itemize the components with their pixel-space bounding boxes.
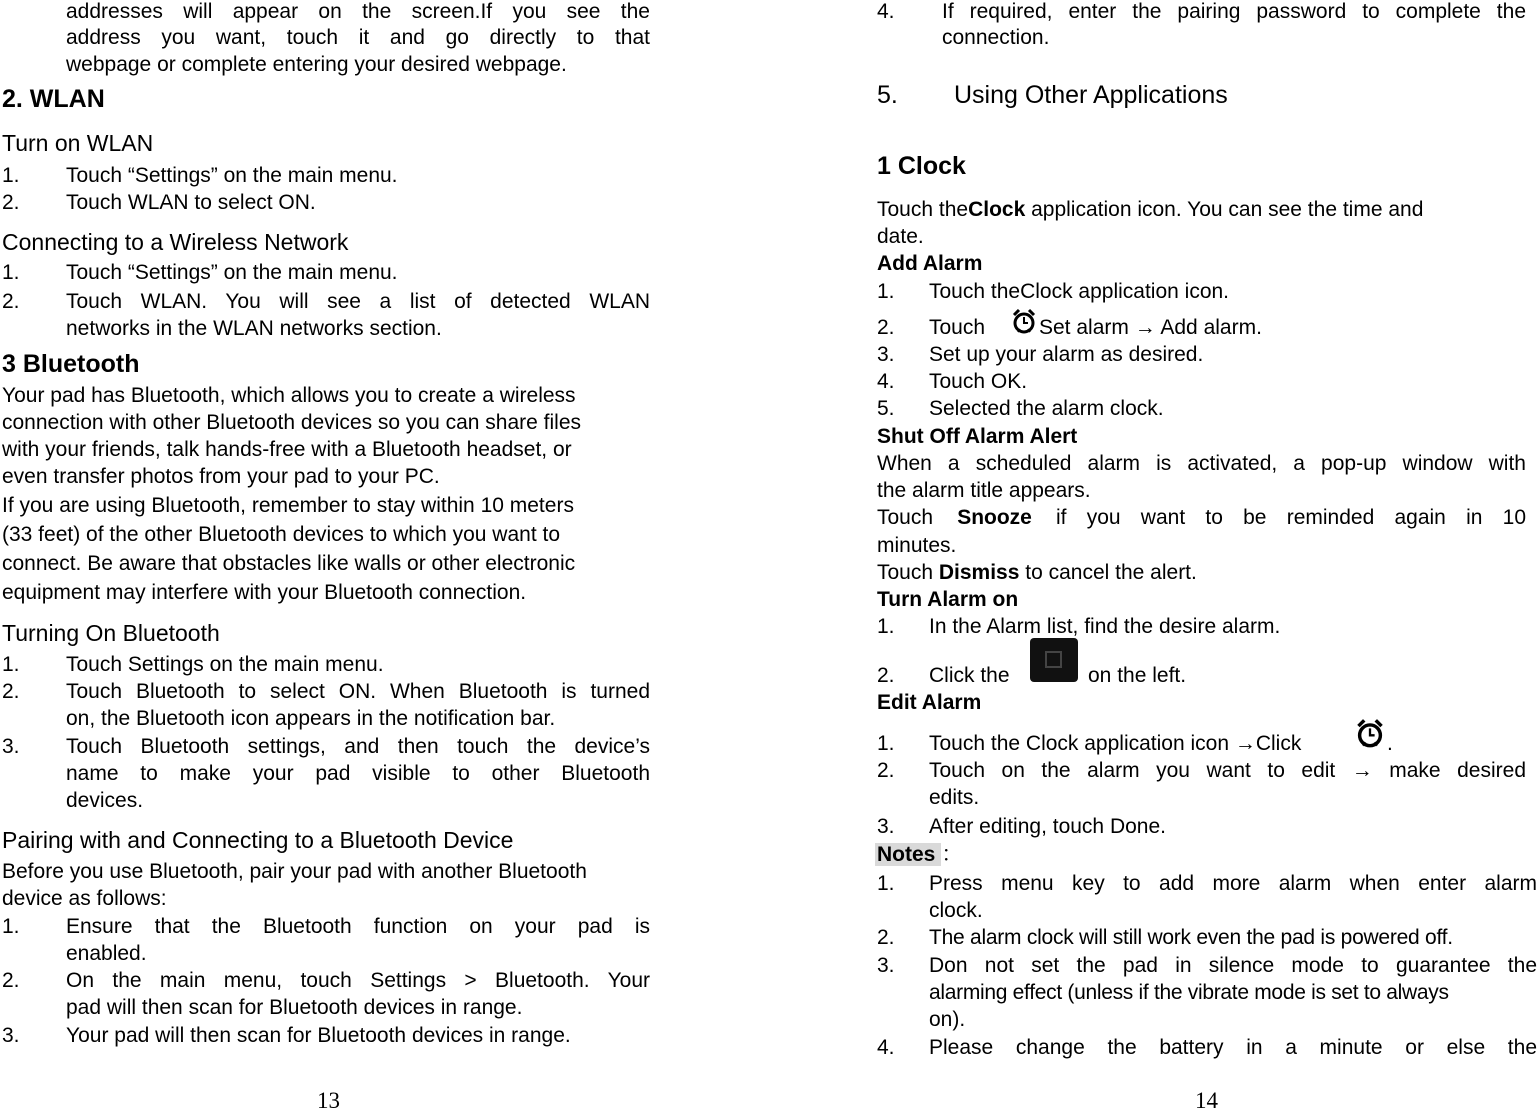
add-alarm-step-3: Set up your alarm as desired.	[929, 343, 1204, 366]
bluetooth-para1-line-1: Your pad has Bluetooth, which allows you to create a wireless	[2, 384, 576, 407]
shut-off-line-1: When a scheduled alarm is activated, a pop-up window with	[877, 452, 1526, 475]
snooze-bold: Snooze	[957, 506, 1032, 529]
turn-alarm-step-num-1: 1.	[877, 615, 895, 638]
shut-off-line-2: the alarm title appears.	[877, 479, 1091, 502]
add-alarm-step-num-3: 3.	[877, 343, 895, 366]
intro-line-3: webpage or complete entering your desired webpage.	[66, 53, 567, 76]
note-num-2: 2.	[877, 926, 895, 949]
turn-on-step-1: Touch “Settings” on the main menu.	[66, 164, 398, 187]
connecting-step-2-line-2: networks in the WLAN networks section.	[66, 317, 442, 340]
pairing-step-num-4: 4.	[877, 0, 895, 23]
bluetooth-para1-line-2: connection with other Bluetooth devices so you can share files	[2, 411, 582, 434]
pairing-step-num-3: 3.	[2, 1024, 20, 1047]
connecting-heading: Connecting to a Wireless Network	[2, 229, 349, 255]
add-alarm-step-num-1: 1.	[877, 280, 895, 303]
edit-step-1-pre: Touch the Clock application icon →Click	[929, 732, 1302, 755]
note-3-line-3: on).	[929, 1008, 966, 1031]
bluetooth-para1-line-3: with your friends, talk hands-free with a Bluetooth headset, or	[2, 438, 572, 461]
note-2: The alarm clock will still work even the pad is powered off.	[929, 926, 1453, 949]
turning-on-step-num-3: 3.	[2, 735, 20, 758]
dismiss-line	[877, 559, 1197, 586]
add-alarm-step-num-5: 5.	[877, 397, 895, 420]
bluetooth-heading: 3 Bluetooth	[2, 350, 140, 378]
alarm-clock-icon	[1012, 308, 1036, 334]
turn-alarm-step-2-post: on the left.	[1088, 664, 1187, 687]
connecting-step-num-1: 1.	[2, 261, 20, 284]
dismiss-bold: Dismiss	[938, 561, 1020, 584]
clock-intro-bold: Clock	[968, 198, 1026, 221]
bluetooth-para2-line-2: (33 feet) of the other Bluetooth devices to which you want to	[2, 523, 560, 546]
snooze-post: if you want to be reminded again in 10	[1056, 506, 1526, 529]
clock-intro-line-1	[877, 196, 1527, 223]
pairing-heading: Pairing with and Connecting to a Bluetooth Device	[2, 827, 514, 853]
dismiss-post: to cancel the alert.	[1019, 561, 1197, 584]
pairing-step-1-line-1: Ensure that the Bluetooth function on your pad is	[66, 915, 650, 938]
bluetooth-para2-line-1: If you are using Bluetooth, remember to stay within 10 meters	[2, 494, 574, 517]
turn-alarm-on-heading: Turn Alarm on	[877, 588, 1019, 611]
checkbox-square-icon	[1030, 638, 1078, 682]
page-number-left: 13	[317, 1088, 340, 1113]
turn-alarm-step-num-2: 2.	[877, 664, 895, 687]
add-alarm-step-1: Touch theClock application icon.	[929, 280, 1230, 303]
edit-step-3: After editing, touch Done.	[929, 815, 1166, 838]
dismiss-pre: Touch	[877, 561, 939, 584]
turning-on-step-2-line-2: on, the Bluetooth icon appears in the notification bar.	[66, 707, 556, 730]
add-alarm-step-2-pre: Touch	[929, 316, 986, 339]
turning-on-step-3-line-2: name to make your pad visible to other Bluetooth	[66, 762, 650, 785]
note-3-line-2: alarming effect (unless if the vibrate mode is set to always	[929, 981, 1449, 1004]
turn-on-step-num-1: 1.	[2, 164, 20, 187]
turning-on-step-3-line-3: devices.	[66, 789, 144, 812]
turn-on-step-num-2: 2.	[2, 191, 20, 214]
snooze-line-1	[877, 504, 1526, 531]
turn-alarm-step-1: In the Alarm list, find the desire alarm.	[929, 615, 1281, 638]
note-3-line-1: Don not set the pad in silence mode to guarantee the	[929, 954, 1537, 977]
add-alarm-step-2-post: Set alarm → Add alarm.	[1039, 316, 1262, 339]
pairing-step-num-2: 2.	[2, 969, 20, 992]
intro-line-1: addresses will appear on the screen.If you see the	[66, 0, 650, 23]
section-title: Using Other Applications	[954, 81, 1228, 109]
notes-label-row	[875, 841, 962, 868]
clock-intro-post: application icon. You can see the time and	[1025, 198, 1424, 221]
shut-off-heading: Shut Off Alarm Alert	[877, 425, 1078, 448]
edit-step-2-line-1: Touch on the alarm you want to edit → make desired	[929, 759, 1526, 782]
add-alarm-step-num-4: 4.	[877, 370, 895, 393]
clock-intro-pre: Touch the	[877, 198, 969, 221]
add-alarm-step-5: Selected the alarm clock.	[929, 397, 1164, 420]
pairing-step-3: Your pad will then scan for Bluetooth devices in range.	[66, 1024, 571, 1047]
pairing-step-1-line-2: enabled.	[66, 942, 147, 965]
add-alarm-step-num-2: 2.	[877, 316, 895, 339]
bluetooth-para2-line-3: connect. Be aware that obstacles like walls or other electronic	[2, 552, 576, 575]
edit-alarm-heading: Edit Alarm	[877, 691, 982, 714]
clock-heading: 1 Clock	[877, 152, 966, 180]
pairing-step-num-1: 1.	[2, 915, 20, 938]
pairing-intro-line-1: Before you use Bluetooth, pair your pad with another Bluetooth	[2, 860, 587, 883]
turn-on-wlan-heading: Turn on WLAN	[2, 130, 154, 156]
connecting-step-1: Touch “Settings” on the main menu.	[66, 261, 398, 284]
note-num-3: 3.	[877, 954, 895, 977]
notes-label: Notes	[875, 843, 941, 866]
edit-step-num-1: 1.	[877, 732, 895, 755]
bluetooth-para2-line-4: equipment may interfere with your Bluetooth connection.	[2, 581, 527, 604]
page-number-right: 14	[1195, 1088, 1218, 1113]
section-number: 5.	[877, 81, 898, 109]
note-num-4: 4.	[877, 1036, 895, 1059]
turning-on-step-num-1: 1.	[2, 653, 20, 676]
connecting-step-num-2: 2.	[2, 290, 20, 313]
edit-step-num-3: 3.	[877, 815, 895, 838]
turning-on-bluetooth-heading: Turning On Bluetooth	[2, 620, 220, 646]
add-alarm-step-4: Touch OK.	[929, 370, 1028, 393]
turning-on-step-2-line-1: Touch Bluetooth to select ON. When Bluetooth is turned	[66, 680, 650, 703]
pairing-step-4-line-1: If required, enter the pairing password to complete the	[942, 0, 1526, 23]
connecting-step-2-line-1: Touch WLAN. You will see a list of detected WLAN	[66, 290, 650, 313]
turning-on-step-1: Touch Settings on the main menu.	[66, 653, 384, 676]
alarm-clock-icon	[1356, 718, 1384, 748]
snooze-line-2: minutes.	[877, 534, 957, 557]
add-alarm-heading: Add Alarm	[877, 252, 983, 275]
note-1-line-2: clock.	[929, 899, 983, 922]
note-num-1: 1.	[877, 872, 895, 895]
pairing-intro-line-2: device as follows:	[2, 887, 167, 910]
edit-step-num-2: 2.	[877, 759, 895, 782]
intro-line-2: address you want, touch it and go directly to that	[66, 26, 650, 49]
pairing-step-2-line-2: pad will then scan for Bluetooth devices in range.	[66, 996, 523, 1019]
note-1-line-1: Press menu key to add more alarm when enter alarm	[929, 872, 1537, 895]
turning-on-step-num-2: 2.	[2, 680, 20, 703]
clock-intro-line-2: date.	[877, 225, 924, 248]
wlan-heading: 2. WLAN	[2, 85, 105, 113]
pairing-step-4-line-2: connection.	[942, 26, 1050, 49]
turn-on-step-2: Touch WLAN to select ON.	[66, 191, 316, 214]
turning-on-step-3-line-1: Touch Bluetooth settings, and then touch the device’s	[66, 735, 650, 758]
note-4-line-1: Please change the battery in a minute or else the	[929, 1036, 1537, 1059]
bluetooth-para1-line-4: even transfer photos from your pad to your PC.	[2, 465, 440, 488]
turn-alarm-step-2-pre: Click the	[929, 664, 1010, 687]
snooze-pre: Touch	[877, 506, 934, 529]
notes-colon: ：	[941, 843, 963, 866]
pairing-step-2-line-1: On the main menu, touch Settings > Bluetooth. Your	[66, 969, 650, 992]
edit-step-2-line-2: edits.	[929, 786, 980, 809]
edit-step-1-post: .	[1387, 732, 1393, 755]
